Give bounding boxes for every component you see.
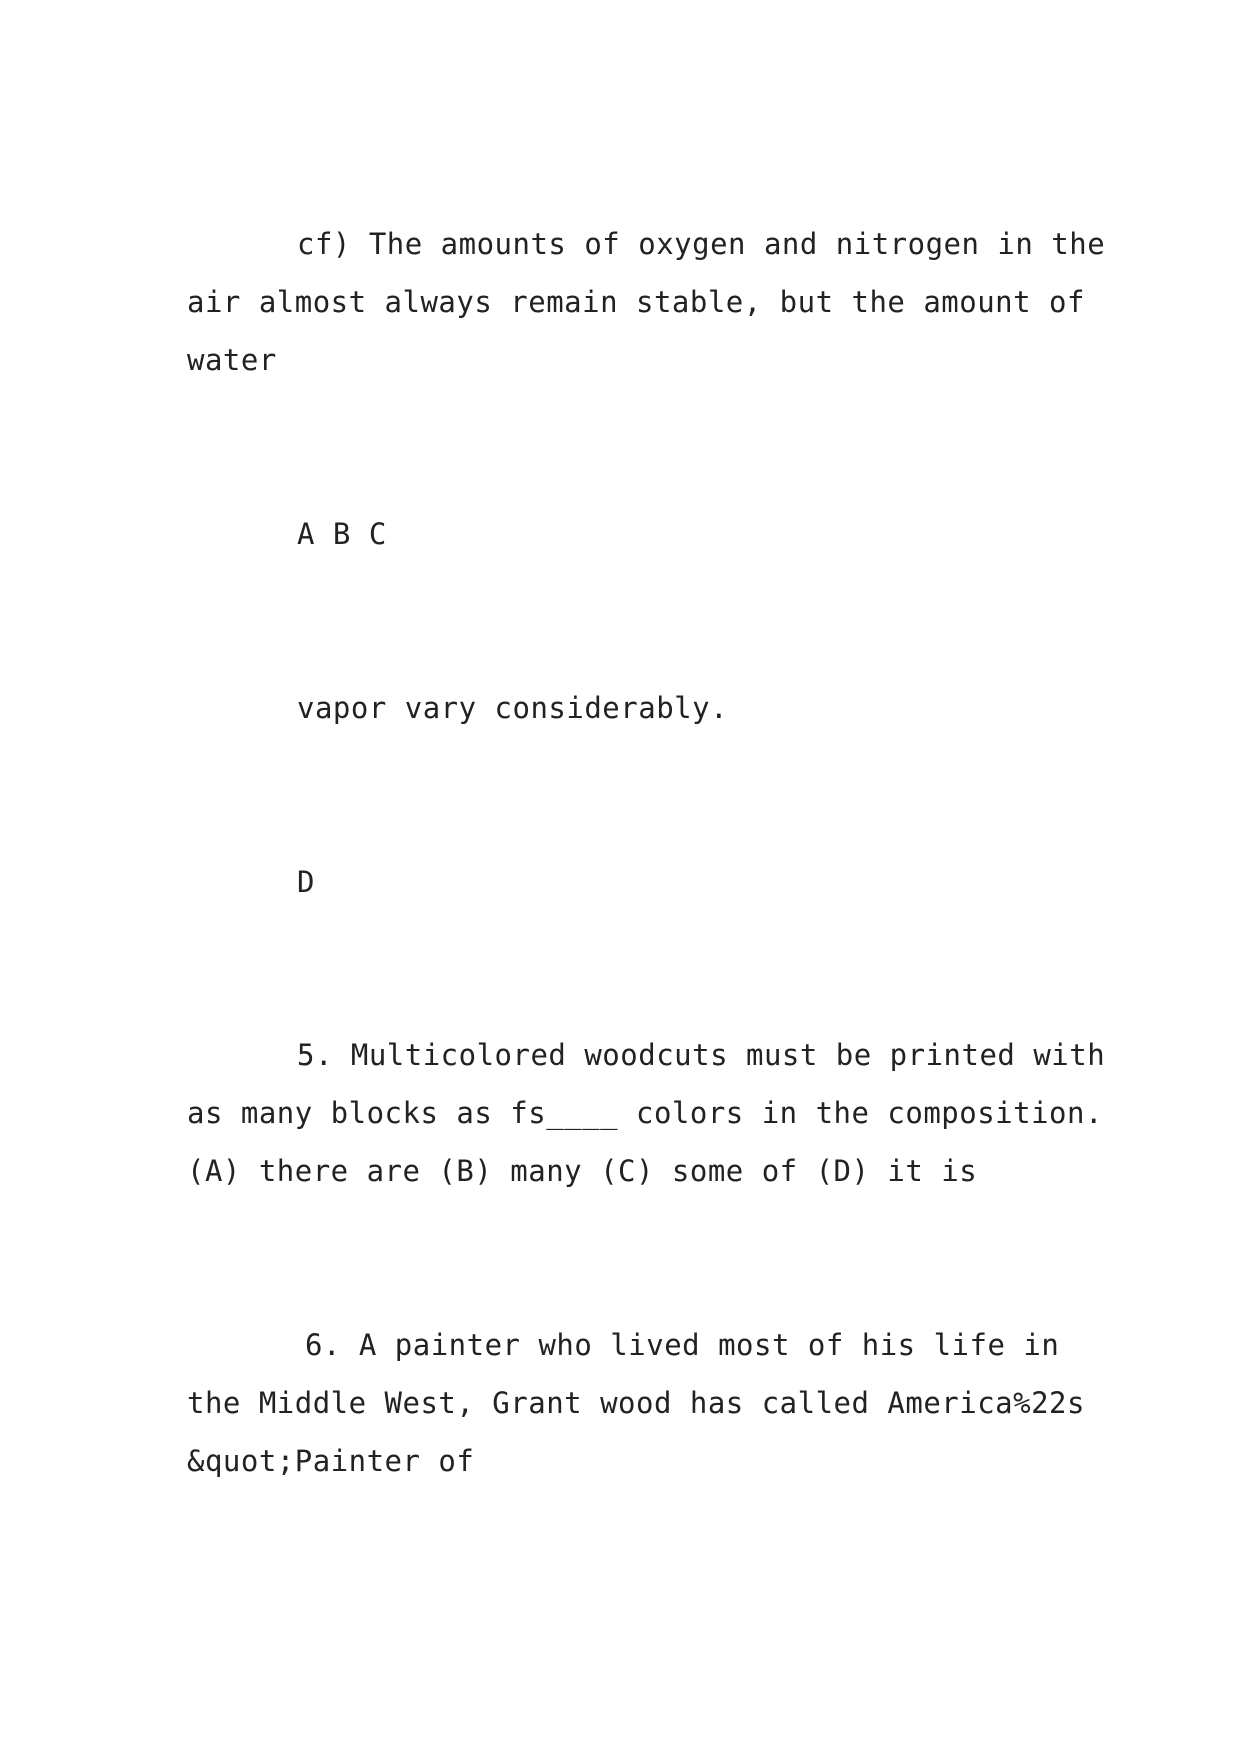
paragraph-vapor-line: vapor vary considerably. xyxy=(297,691,729,725)
question-5-line-2: as many blocks as fs____ colors in the composition. xyxy=(187,1096,1103,1130)
question-6-line-2: the Middle West, Grant wood has called America%22s xyxy=(187,1386,1085,1420)
answer-option-d: D xyxy=(297,865,315,899)
paragraph-cf-line-1: cf) The amounts of oxygen and nitrogen in the xyxy=(297,227,1106,261)
paragraph-cf-line-3: water xyxy=(187,343,277,377)
question-5-options: (A) there are (B) many (C) some of (D) it is xyxy=(187,1154,978,1188)
question-5-line-1: 5. Multicolored woodcuts must be printed with xyxy=(297,1038,1106,1072)
question-6-line-3: &quot;Painter of xyxy=(187,1444,475,1478)
answer-options-abc: A B C xyxy=(297,517,387,551)
question-6-line-1: 6. A painter who lived most of his life in xyxy=(305,1328,1060,1362)
paragraph-cf-line-2: air almost always remain stable, but the amount of xyxy=(187,285,1085,319)
